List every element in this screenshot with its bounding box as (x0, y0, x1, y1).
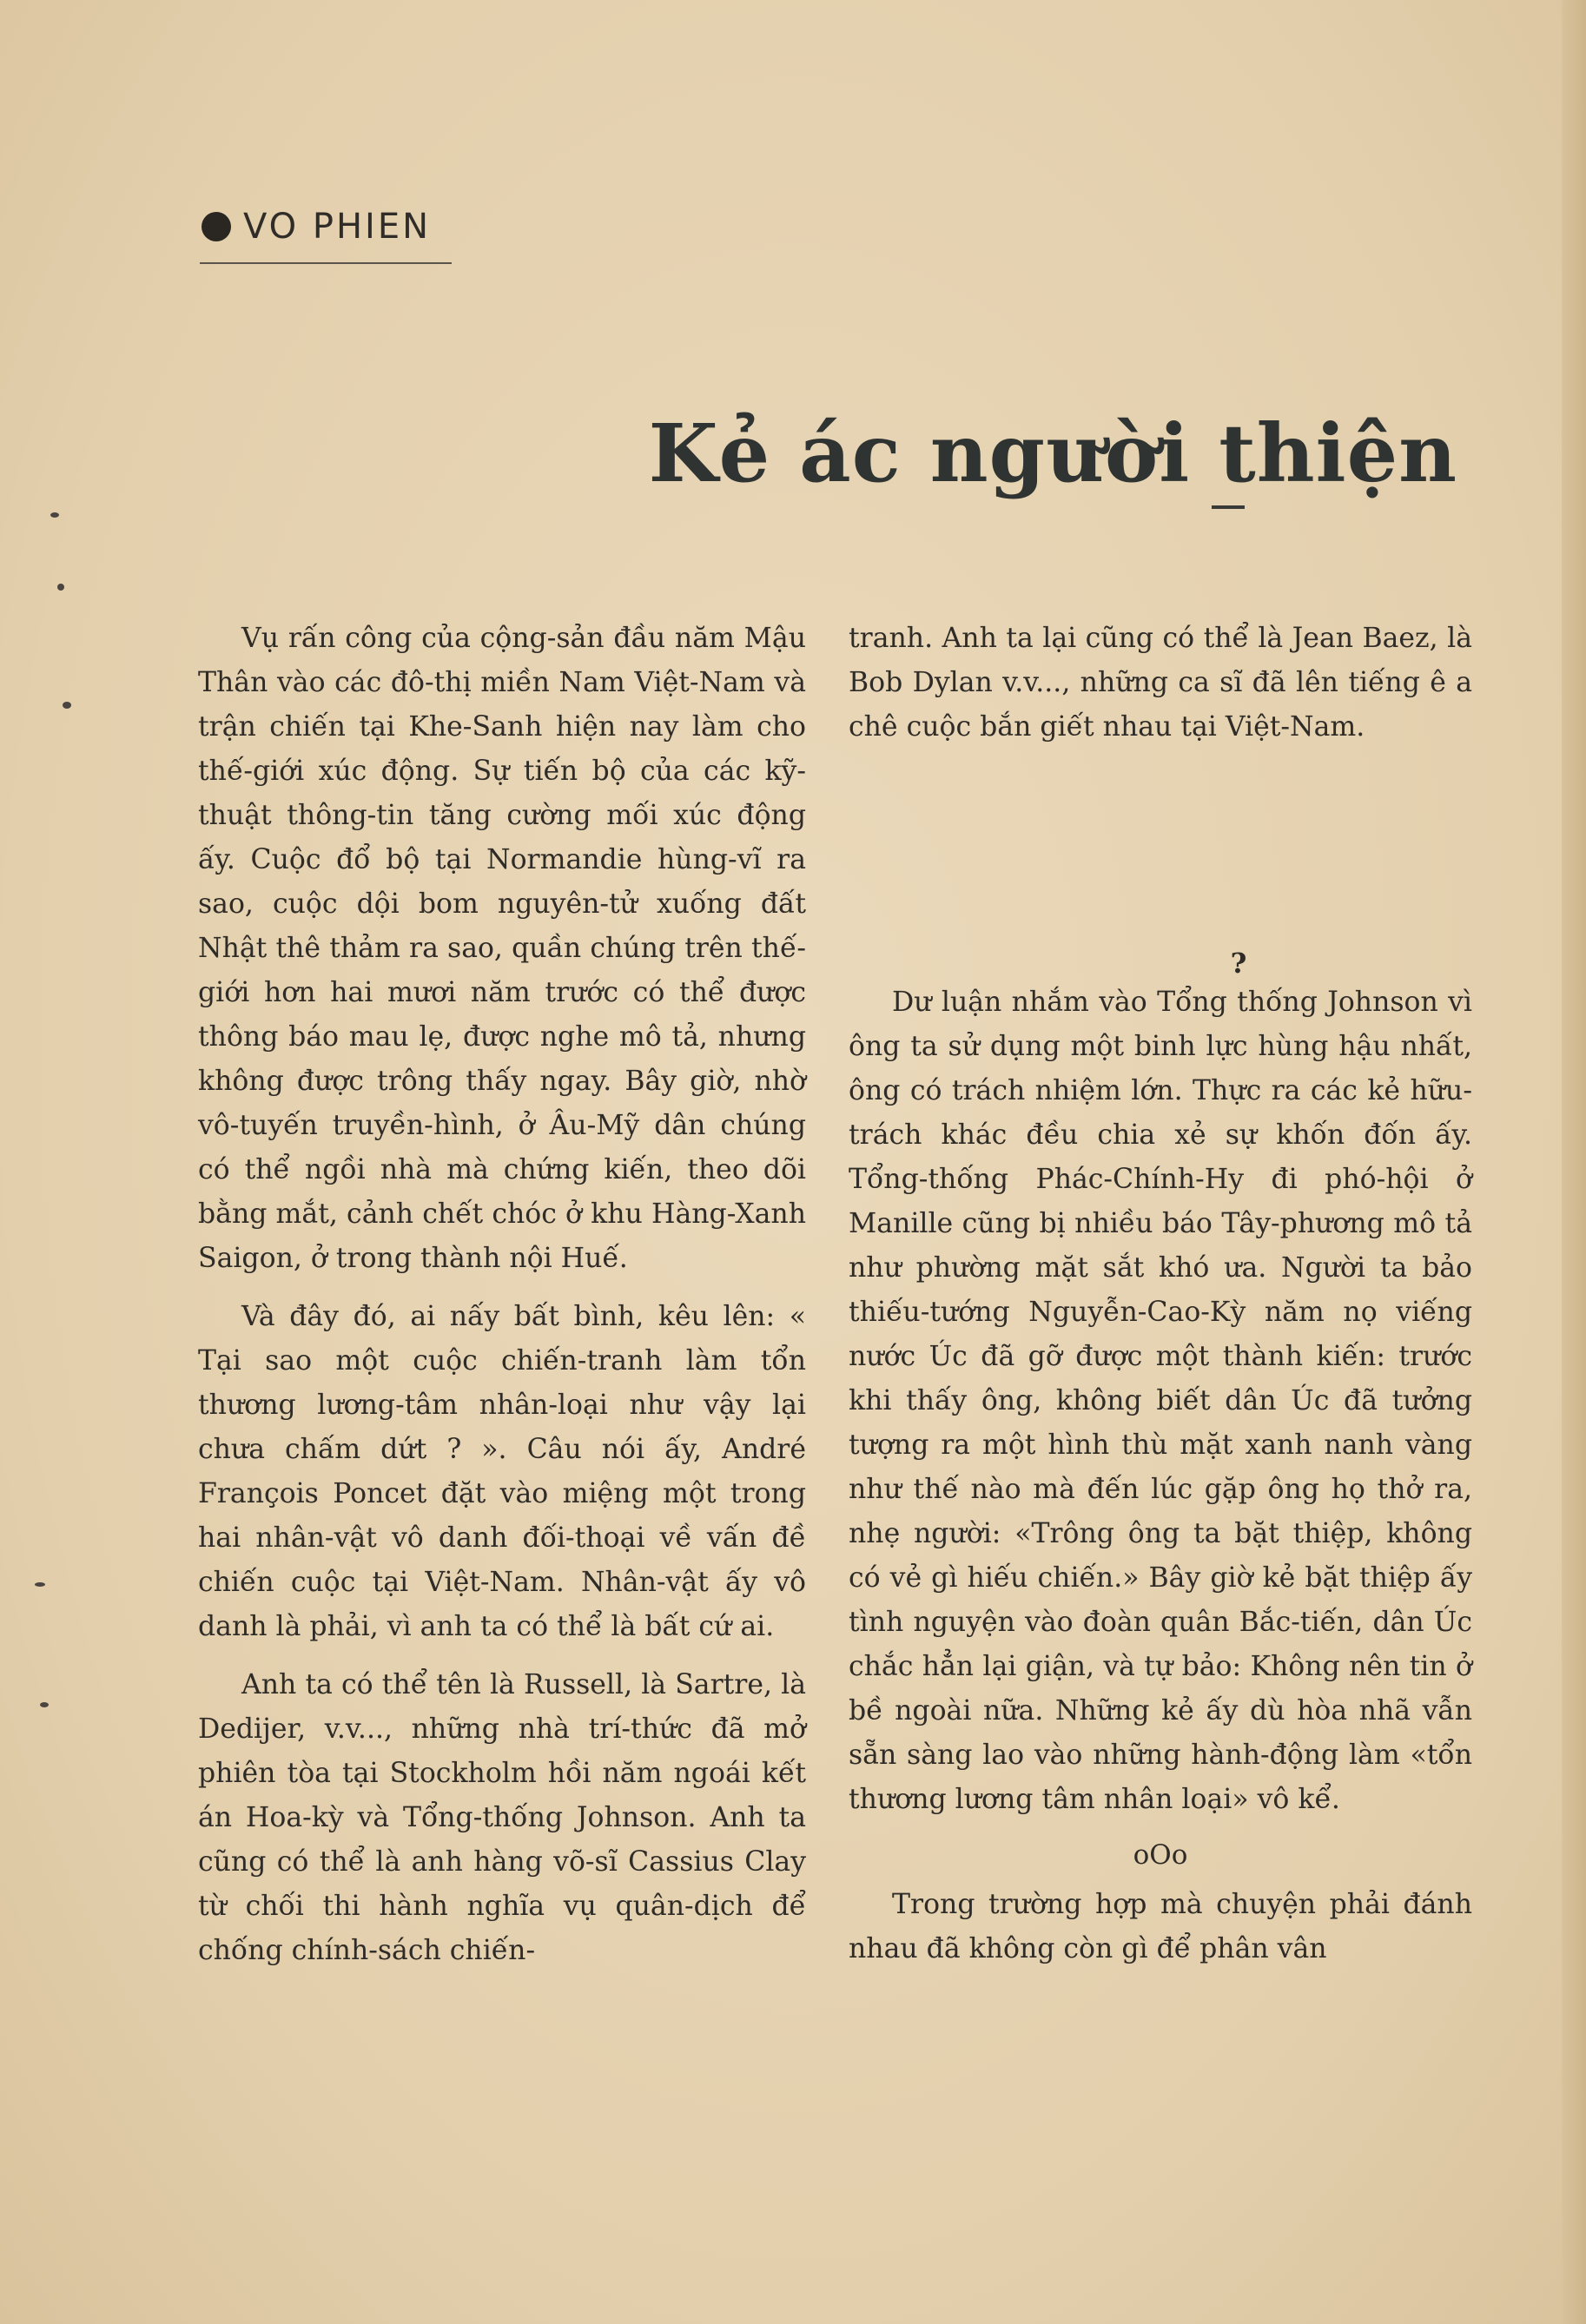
paragraph: Trong trường hợp mà chuyện phải đánh nhau đã không còn gì để phân vân (849, 1889, 1472, 1964)
paragraph: Và đây đó, ai nấy bất bình, kêu lên: « Tại sao một cuộc chiến-tranh làm tổn thương lương-tâm nhân-loại như vậy lại chưa chấm dứt ? ». Câu nói ấy, André François Poncet đặt vào miệng một trong hai nhân-vật vô danh đối-thoại về vấn đề chiến cuộc tại Việt-Nam. Nhân-vật ấy vô danh là phải, vì anh ta có thể là bất cứ ai. (198, 1301, 806, 1642)
paragraph: tranh. Anh ta lại cũng có thể là Jean Baez, là Bob Dylan v.v..., những ca sĩ đã lên tiếng ê a chê cuộc bắn giết nhau tại Việt-Nam. (849, 623, 1472, 743)
paper-speck (40, 1702, 49, 1707)
section-separator: oOo (1133, 1839, 1188, 1871)
section-mark: ? (1230, 947, 1247, 980)
paragraph: Dư luận nhắm vào Tổng thống Johnson vì ông ta sử dụng một binh lực hùng hậu nhất, ông có trách nhiệm lớn. Thực ra các kẻ hữu-trách khác đều chia xẻ sự khốn đốn ấy. Tổng-thống Phác-Chính-Hy đi phó-hội ở Manille cũng bị nhiều báo Tây-phương mô tả như phường mặt sắt khó ưa. Người ta bảo thiếu-tướng Nguyễn-Cao-Kỳ năm nọ viếng nước Úc đã gỡ được một thành kiến: trước khi thấy ông, không biết dân Úc đã tưởng tượng ra một hình thù mặt xanh nanh vàng như thế nào mà đến lúc gặp ông họ thở ra, nhẹ người: «Trông ông ta bặt thiệp, không có vẻ gì hiếu chiến.» Bây giờ kẻ bặt thiệp ấy tình nguyện vào đoàn quân Bắc-tiến, dân Úc chắc hẳn lại giận, và tự bảo: Không nên tin ở bề ngoài nữa. Những kẻ ấy dù hòa nhã vẫn sẵn sàng lao vào những hành-động làm «tổn thương lương tâm nhân loại» vô kể. (849, 987, 1472, 1815)
byline-underline (200, 262, 452, 264)
paper-speck (50, 512, 59, 518)
paragraph: Vụ rấn công của cộng-sản đầu năm Mậu Thân vào các đô-thị miền Nam Việt-Nam và trận chiến tại Khe-Sanh hiện nay làm cho thế-giới xúc động. Sự tiến bộ của các kỹ-thuật thông-tin tăng cường mối xúc động ấy. Cuộc đổ bộ tại Normandie hùng-vĩ ra sao, cuộc dội bom nguyên-tử xuống đất Nhật thê thảm ra sao, quần chúng trên thế-giới hơn hai mươi năm trước có thể được thông báo mau lẹ, được nghe mô tả, nhưng không được trông thấy ngay. Bây giờ, nhờ vô-tuyến truyền-hình, ở Âu-Mỹ dân chúng có thể ngồi nhà mà chứng kiến, theo dõi bằng mắt, cảnh chết chóc ở khu Hàng-Xanh Saigon, ở trong thành nội Huế. (198, 623, 806, 1274)
paragraph: Anh ta có thể tên là Russell, là Sartre, là Dedijer, v.v..., những nhà trí-thức đã mở phiên tòa tại Stockholm hồi năm ngoái kết án Hoa-kỳ và Tổng-thống Johnson. Anh ta cũng có thể là anh hàng võ-sĩ Cassius Clay từ chối thi hành nghĩa vụ quân-dịch để chống chính-sách chiến- (198, 1669, 806, 1966)
right-column (849, 617, 1472, 1985)
paper-speck (57, 584, 64, 591)
left-column (198, 617, 806, 1987)
paper-speck (35, 1582, 45, 1587)
title-dash (1212, 505, 1245, 509)
paper-speck (63, 702, 71, 709)
page-edge (1562, 0, 1586, 2324)
author-name: VO PHIEN (243, 207, 432, 247)
bullet-icon (202, 212, 231, 241)
byline (202, 207, 431, 247)
article-title: Kẻ ác người thiện (648, 406, 1457, 500)
